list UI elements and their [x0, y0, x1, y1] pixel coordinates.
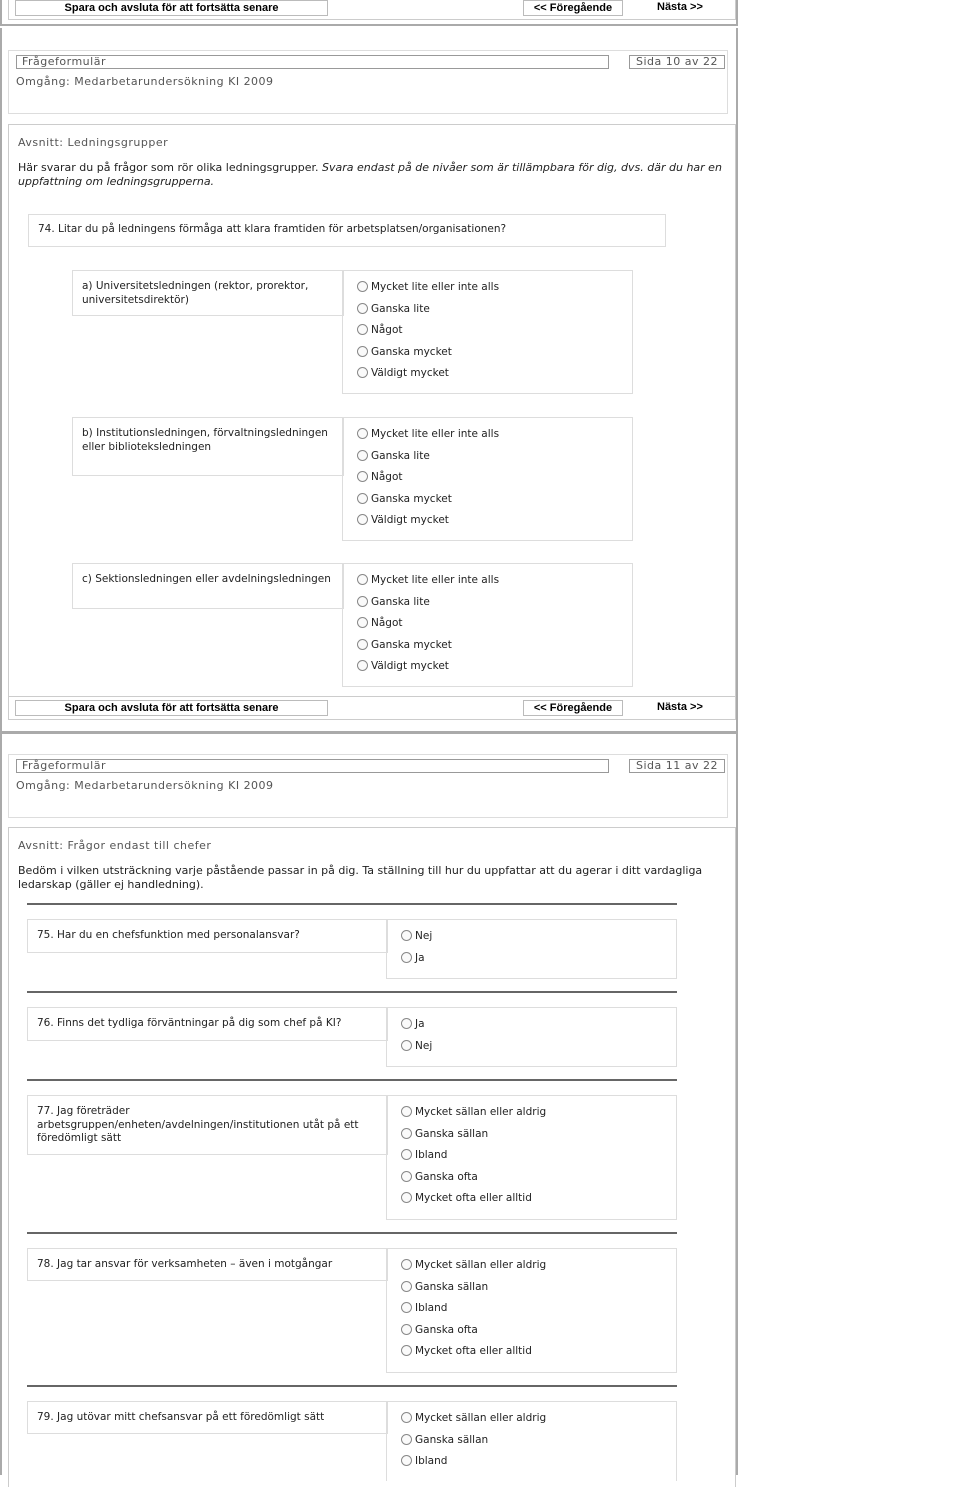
survey-label: Omgång: Medarbetarundersökning KI 2009: [16, 779, 274, 792]
form-header: [8, 754, 728, 818]
option-radio[interactable]: Mycket sällan eller aldrig: [401, 1105, 546, 1119]
option-radio[interactable]: Ganska lite: [357, 302, 430, 316]
option-radio[interactable]: Ganska lite: [357, 595, 430, 609]
option-radio[interactable]: Ganska mycket: [357, 638, 452, 652]
radio-icon[interactable]: [357, 281, 368, 292]
question-76-options: [386, 1007, 677, 1067]
intro-italic-text: Svara endast på de nivåer som är tillämpbara för dig, dvs. där du har en uppfattning om ledningsgrupperna.: [18, 161, 722, 188]
radio-icon[interactable]: [357, 428, 368, 439]
nav-bar: [8, 696, 736, 720]
subquestion-b-options: [342, 417, 633, 541]
option-radio[interactable]: Ja: [401, 951, 425, 965]
radio-icon[interactable]: [357, 303, 368, 314]
radio-icon[interactable]: [357, 450, 368, 461]
save-and-exit-button[interactable]: Spara och avsluta för att fortsätta senare: [15, 0, 328, 16]
radio-icon[interactable]: [401, 1106, 412, 1117]
option-radio[interactable]: Ganska sällan: [401, 1127, 488, 1141]
form-title: Frågeformulär: [16, 55, 609, 69]
divider: [27, 903, 677, 905]
option-radio[interactable]: Ibland: [401, 1148, 447, 1162]
question-77: 77. Jag företräder arbetsgruppen/enheten/avdelningen/institutionen utåt på ett föredömligt sätt: [27, 1095, 388, 1155]
option-radio[interactable]: Ganska mycket: [357, 492, 452, 506]
question-75-options: [386, 919, 677, 979]
option-radio[interactable]: Ibland: [401, 1454, 447, 1468]
previous-button[interactable]: << Föregående: [523, 0, 623, 16]
page-10: [0, 28, 738, 732]
option-radio[interactable]: Nej: [401, 929, 432, 943]
question-78: 78. Jag tar ansvar för verksamheten – även i motgångar: [27, 1248, 388, 1281]
radio-icon[interactable]: [401, 1302, 412, 1313]
radio-icon[interactable]: [357, 471, 368, 482]
option-radio[interactable]: Mycket sällan eller aldrig: [401, 1258, 546, 1272]
radio-icon[interactable]: [357, 324, 368, 335]
option-radio[interactable]: Mycket lite eller inte alls: [357, 573, 499, 587]
subquestion-c-options: [342, 563, 633, 687]
option-radio[interactable]: Ganska ofta: [401, 1170, 478, 1184]
radio-icon[interactable]: [401, 1412, 412, 1423]
radio-icon[interactable]: [401, 1259, 412, 1270]
page-9-tail: [0, 0, 738, 26]
radio-icon[interactable]: [357, 574, 368, 585]
radio-icon[interactable]: [357, 367, 368, 378]
option-radio[interactable]: Väldigt mycket: [357, 513, 449, 527]
subquestion-b: b) Institutionsledningen, förvaltningsledningen eller biblioteksledningen: [72, 417, 344, 476]
subquestion-a: a) Universitetsledningen (rektor, prorektor, universitetsdirektör): [72, 270, 344, 316]
nav-bar: [8, 0, 736, 20]
option-radio[interactable]: Mycket ofta eller alltid: [401, 1191, 532, 1205]
page-indicator: Sida 10 av 22: [629, 55, 725, 69]
save-and-exit-button[interactable]: Spara och avsluta för att fortsätta senare: [15, 700, 328, 716]
radio-icon[interactable]: [357, 493, 368, 504]
option-radio[interactable]: Ganska sällan: [401, 1433, 488, 1447]
next-button[interactable]: Nästa >>: [657, 1, 703, 13]
radio-icon[interactable]: [401, 1434, 412, 1445]
section-title: Avsnitt: Ledningsgrupper: [18, 136, 169, 149]
radio-icon[interactable]: [401, 1149, 412, 1160]
radio-icon[interactable]: [401, 1171, 412, 1182]
radio-icon[interactable]: [401, 1281, 412, 1292]
radio-icon[interactable]: [401, 1128, 412, 1139]
survey-label: Omgång: Medarbetarundersökning KI 2009: [16, 75, 274, 88]
radio-icon[interactable]: [357, 617, 368, 628]
radio-icon[interactable]: [357, 346, 368, 357]
radio-icon[interactable]: [357, 514, 368, 525]
next-button[interactable]: Nästa >>: [657, 701, 703, 713]
question-76: 76. Finns det tydliga förväntningar på dig som chef på KI?: [27, 1007, 388, 1041]
question-75: 75. Har du en chefsfunktion med personalansvar?: [27, 919, 388, 953]
option-radio[interactable]: Ganska mycket: [357, 345, 452, 359]
radio-icon[interactable]: [357, 639, 368, 650]
option-radio[interactable]: Något: [357, 616, 403, 630]
subquestion-c: c) Sektionsledningen eller avdelningsledningen: [72, 563, 344, 609]
radio-icon[interactable]: [401, 1040, 412, 1051]
divider: [27, 991, 677, 993]
form-header: [8, 50, 728, 114]
question-74: 74. Litar du på ledningens förmåga att klara framtiden för arbetsplatsen/organisationen?: [28, 214, 666, 247]
option-radio[interactable]: Mycket lite eller inte alls: [357, 427, 499, 441]
page-11: [0, 734, 738, 1475]
option-radio[interactable]: Ja: [401, 1017, 425, 1031]
option-radio[interactable]: Nej: [401, 1039, 432, 1053]
radio-icon[interactable]: [401, 952, 412, 963]
question-79-options: [386, 1401, 677, 1481]
option-radio[interactable]: Ganska lite: [357, 449, 430, 463]
option-radio[interactable]: Mycket sällan eller aldrig: [401, 1411, 546, 1425]
subquestion-a-options: [342, 270, 633, 394]
radio-icon[interactable]: [401, 1345, 412, 1356]
radio-icon[interactable]: [401, 930, 412, 941]
divider: [27, 1385, 677, 1387]
option-radio[interactable]: Ganska sällan: [401, 1280, 488, 1294]
previous-button[interactable]: << Föregående: [523, 700, 623, 716]
option-radio[interactable]: Väldigt mycket: [357, 659, 449, 673]
radio-icon[interactable]: [357, 660, 368, 671]
question-79: 79. Jag utövar mitt chefsansvar på ett föredömligt sätt: [27, 1401, 388, 1434]
question-78-options: [386, 1248, 677, 1373]
radio-icon[interactable]: [401, 1192, 412, 1203]
radio-icon[interactable]: [401, 1018, 412, 1029]
section-intro: [18, 161, 728, 189]
option-radio[interactable]: Väldigt mycket: [357, 366, 449, 380]
option-radio[interactable]: Mycket ofta eller alltid: [401, 1344, 532, 1358]
option-radio[interactable]: Ibland: [401, 1301, 447, 1315]
radio-icon[interactable]: [357, 596, 368, 607]
form-title: Frågeformulär: [16, 759, 609, 773]
radio-icon[interactable]: [401, 1324, 412, 1335]
option-radio[interactable]: Något: [357, 323, 403, 337]
option-radio[interactable]: Något: [357, 470, 403, 484]
option-radio[interactable]: Mycket lite eller inte alls: [357, 280, 499, 294]
section-title: Avsnitt: Frågor endast till chefer: [18, 839, 212, 852]
intro-text: Här svarar du på frågor som rör olika ledningsgrupper.: [18, 161, 323, 174]
option-radio[interactable]: Ganska ofta: [401, 1323, 478, 1337]
section-ledningsgrupper: [8, 124, 736, 697]
section-intro: Bedöm i vilken utsträckning varje påstående passar in på dig. Ta ställning till hur du uppfattar att du agerar i ditt vardagliga ledarskap (gäller ej handledning).: [18, 864, 703, 891]
page-indicator: Sida 11 av 22: [629, 759, 725, 773]
divider: [27, 1079, 677, 1081]
divider: [27, 1232, 677, 1234]
question-77-options: [386, 1095, 677, 1220]
radio-icon[interactable]: [401, 1455, 412, 1466]
